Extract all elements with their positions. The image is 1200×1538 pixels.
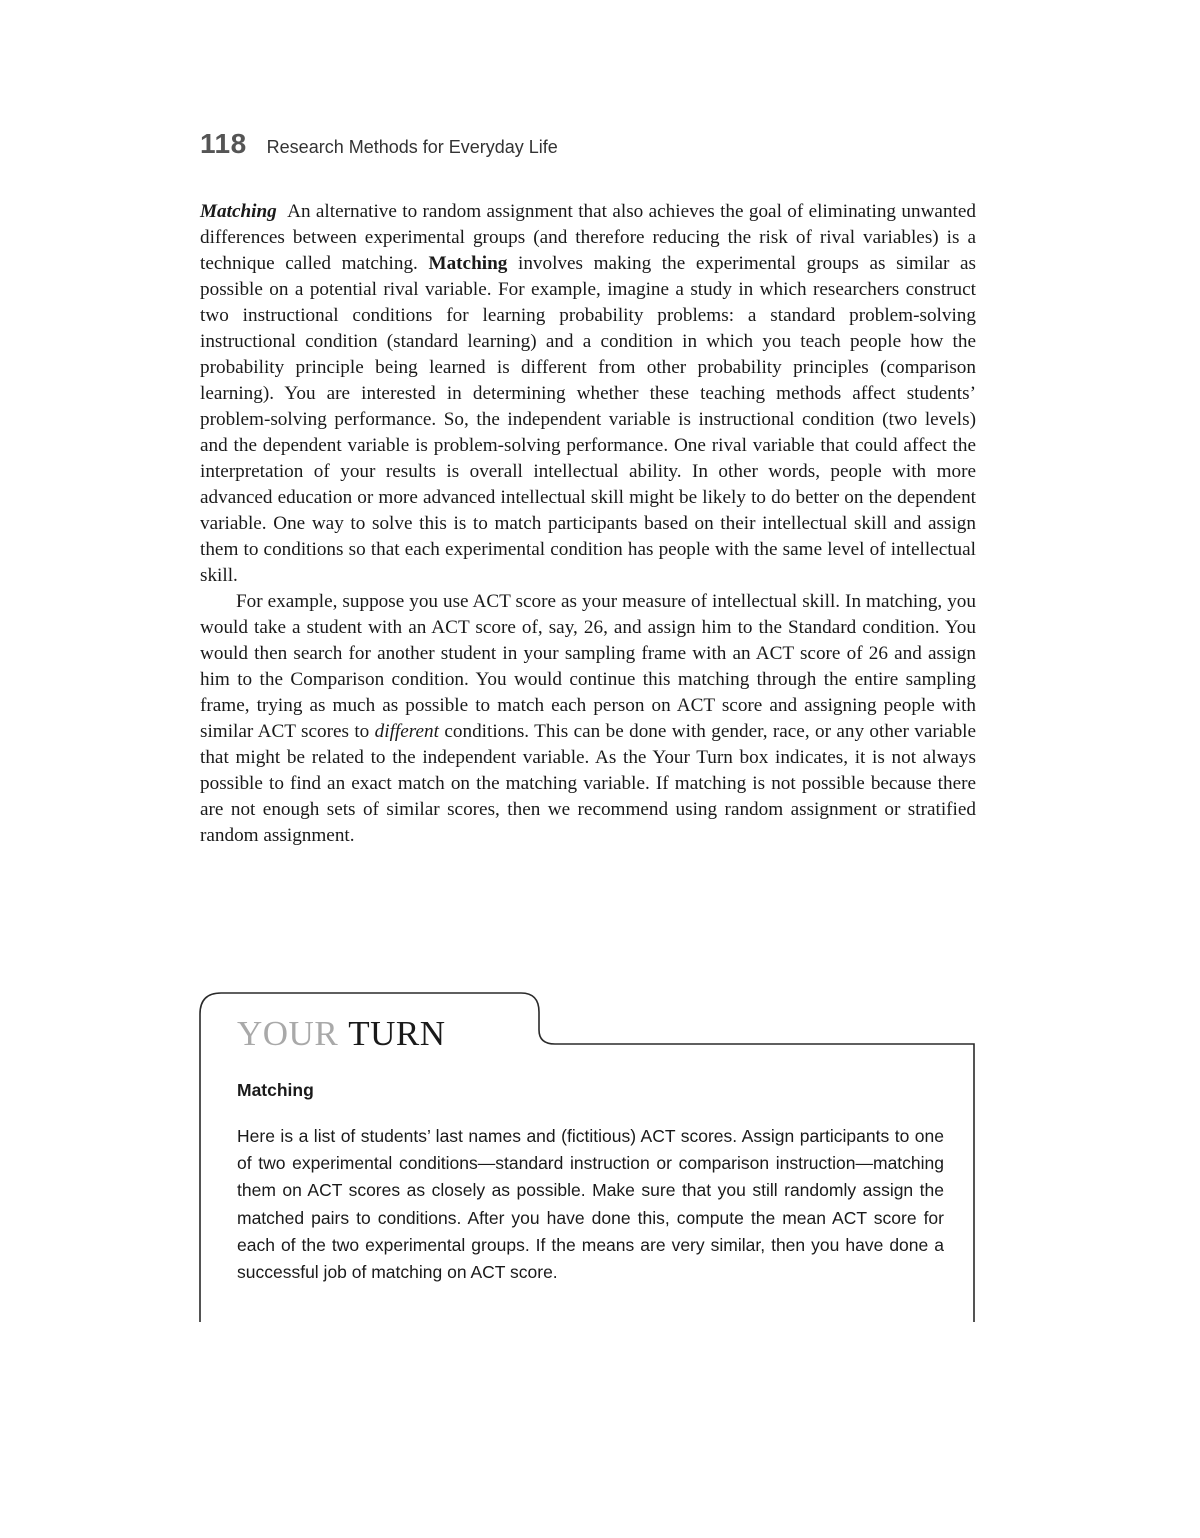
paragraph-example (200, 589, 976, 849)
your-turn-box (199, 992, 976, 1322)
box-title-dark: TURN (348, 1014, 446, 1053)
box-heading: Matching (237, 1080, 314, 1100)
paragraph-text: An alternative to random assignment that also achieves the goal of eliminating unwanted differences between experimental groups (and therefore reducing the risk of rival variables) is a technique called matching. (200, 201, 976, 274)
box-title-light: YOUR (237, 1014, 339, 1053)
paragraph-text: For example, suppose you use ACT score as your measure of intellectual skill. In matching, you would take a student with an ACT score of, say, 26, and assign him to the Standard condition. You would then search for another student in your sampling frame with an ACT score of 26 and assign him to the Comparison condition. You would continue this matching through the entire sampling frame, trying as much as possible to match each person on ACT score and assigning people with similar ACT scores to (200, 591, 976, 742)
running-title: Research Methods for Everyday Life (266, 137, 558, 157)
run-in-heading: Matching (200, 201, 277, 222)
emphasis-text: different (374, 721, 439, 742)
paragraph-text: conditions. This can be done with gender, race, or any other variable that might be related to the independent variable. As the Your Turn box indicates, it is not always possible to find an exact match on the matching variable. If matching is not possible because there are not enough sets of similar scores, then we recommend using random assignment or stratified random assignment. (200, 721, 977, 846)
paragraph-text: involves making the experimental groups as similar as possible on a potential rival variable. For example, imagine a study in which researchers construct two instructional conditions for learning probability problems: a standard problem-solving instructional condition (standard learning) and a condition in which you teach people how the probability principle being learned is different from other probability principles (comparison learning). You are interested in determining whether these teaching methods affect students’ problem-solving performance. So, the independent variable is instructional condition (two levels) and the dependent variable is problem-solving performance. One rival variable that could affect the interpretation of your results is overall intellectual ability. In other words, people with more advanced education or more advanced intellectual skill might be likely to do better on the dependent variable. One way to solve this is to match participants based on their intellectual skill and assign them to conditions so that each experimental condition has people with the same level of intellectual skill. (200, 253, 976, 586)
key-term: Matching (428, 253, 508, 274)
page-number: 118 (200, 128, 247, 159)
box-title (237, 1014, 445, 1054)
page-header (200, 128, 980, 168)
paragraph-matching (200, 199, 976, 589)
box-text: Here is a list of students’ last names and (fictitious) ACT scores. Assign participants to one of two experimental conditions—standard instruction or comparison instruction—matching them on ACT scores as closely as possible. Make sure that you still randomly assign the matched pairs to conditions. After you have done this, compute the mean ACT score for each of the two experimental groups. If the means are very similar, then you have done a successful job of matching on ACT score. (237, 1126, 944, 1283)
body-text (200, 199, 976, 849)
